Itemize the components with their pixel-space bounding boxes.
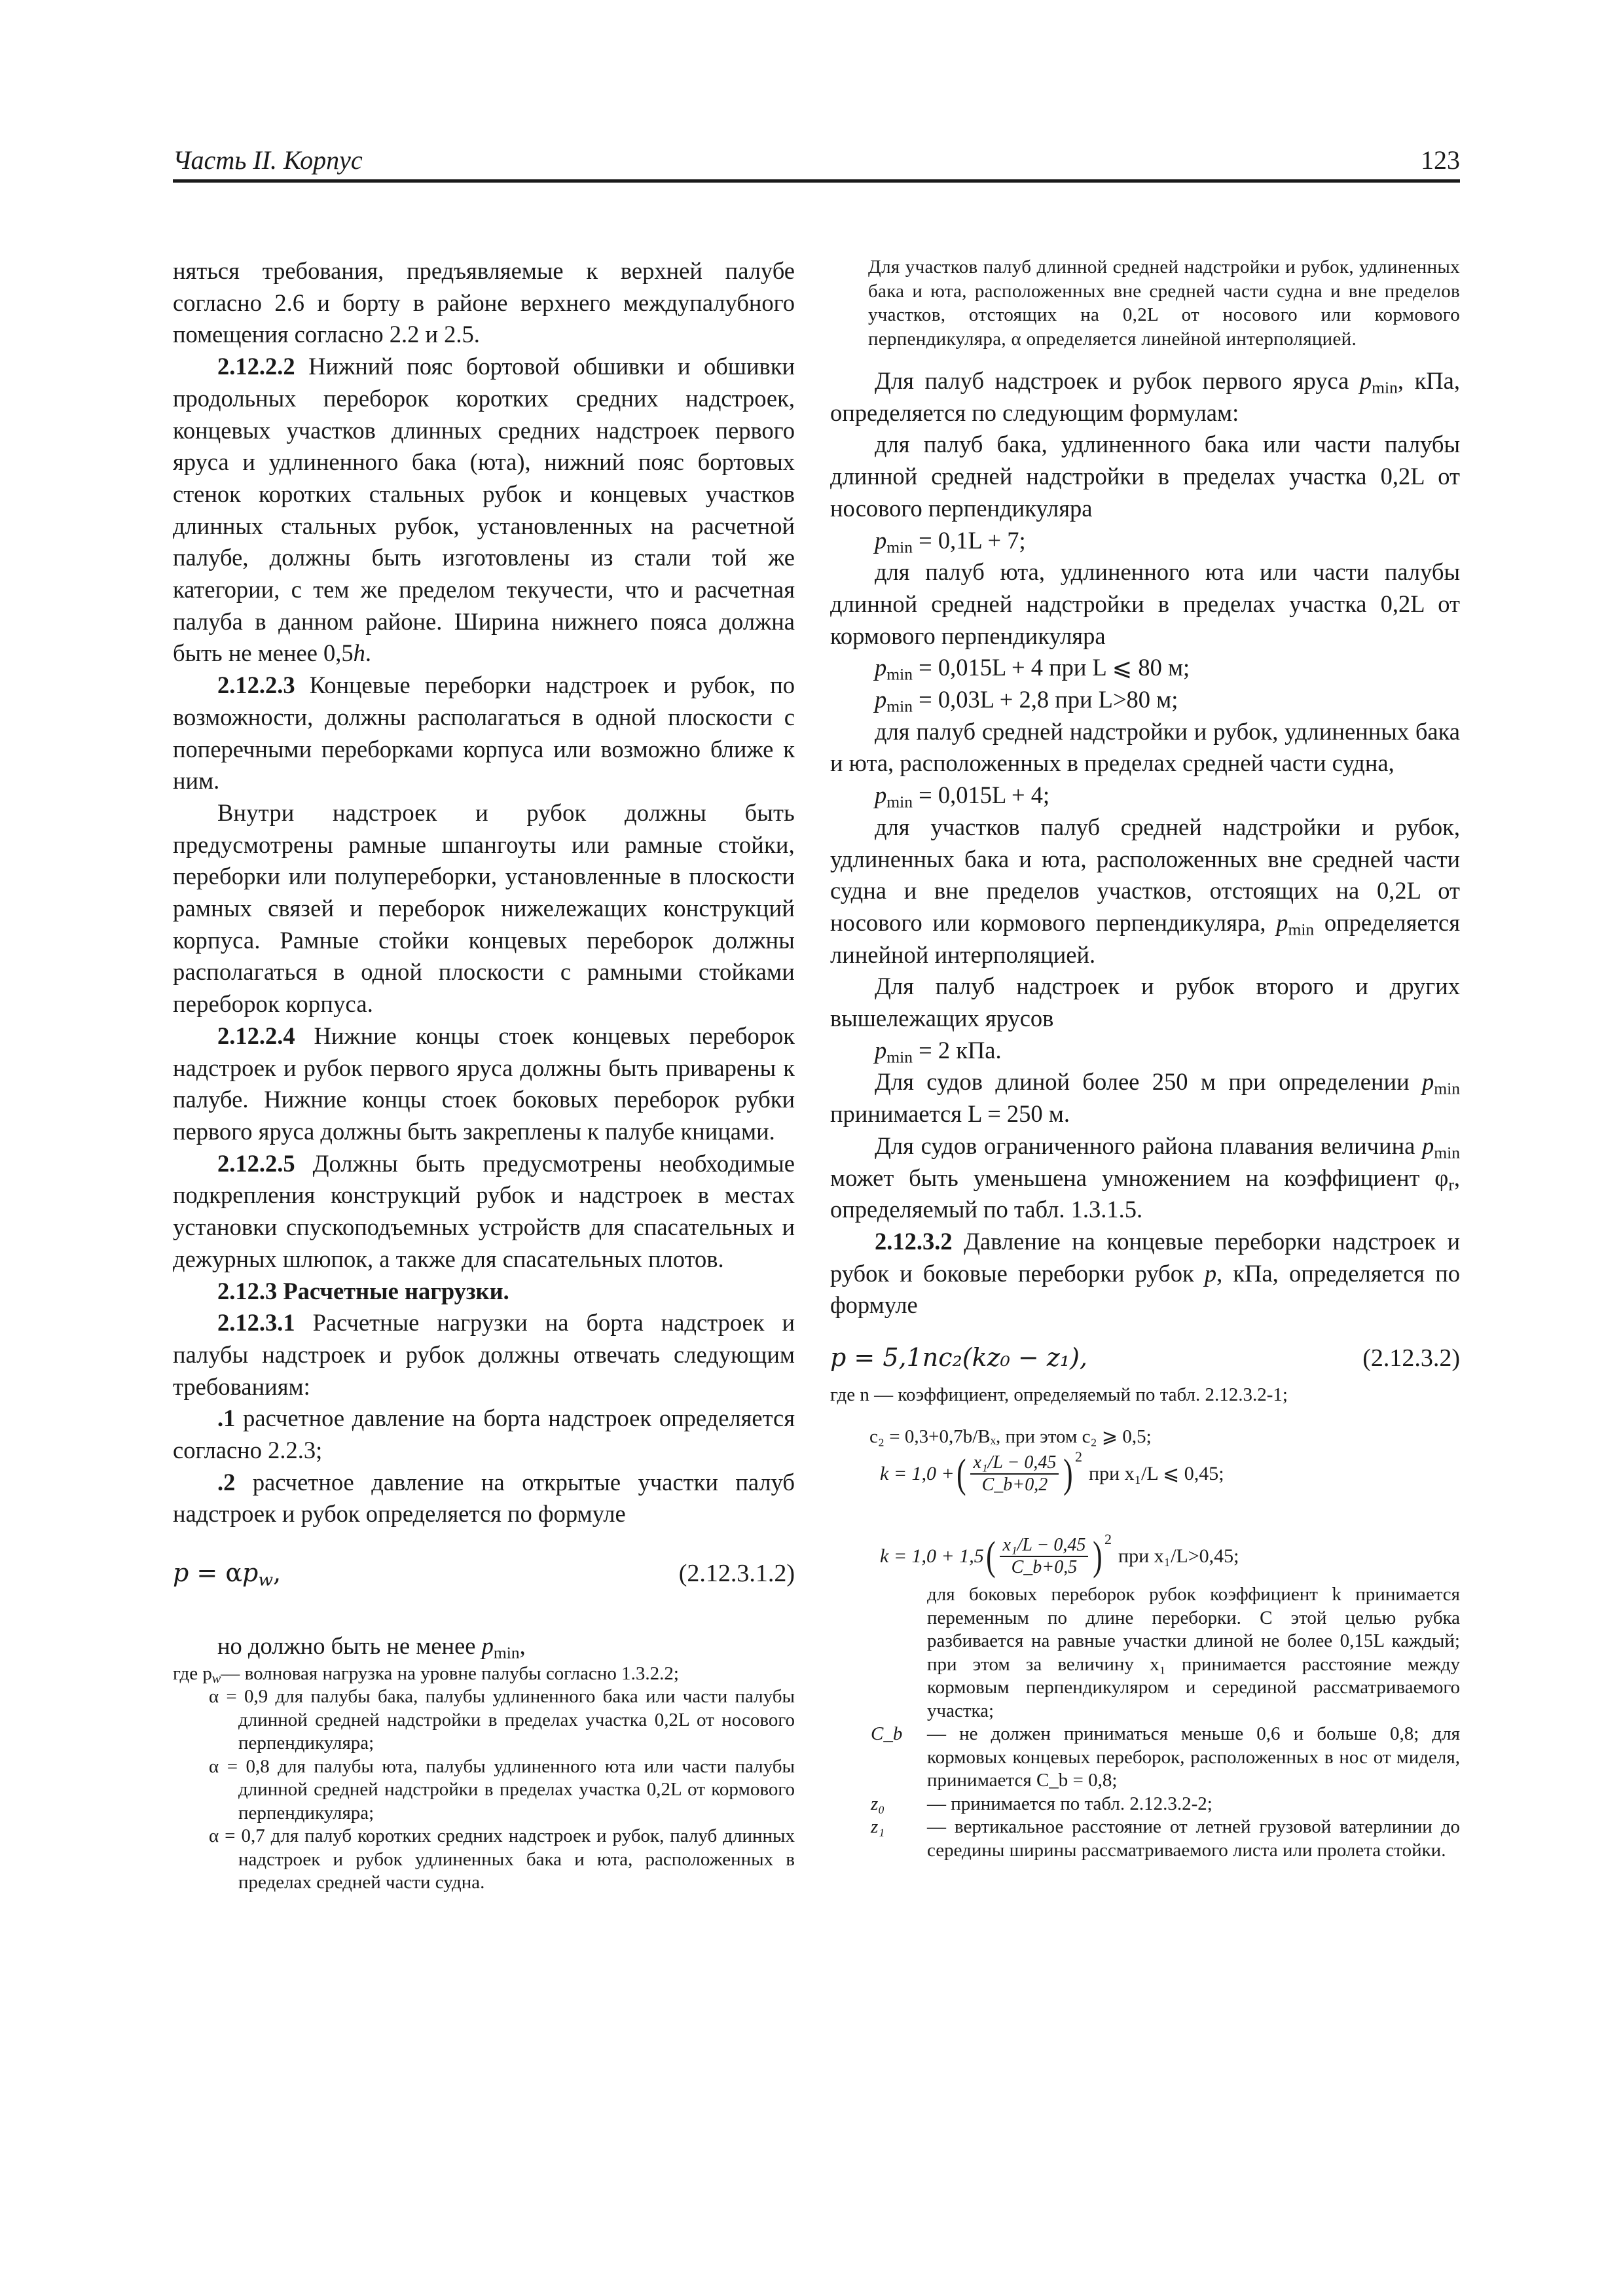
formula-k-2: k = 1,0 + 1,5 ( $\frac{\text{x₁/L − 0,45}}{C\_b+0,5}$ ) 2 при x₁/L>0,45; (880, 1531, 1239, 1579)
interpolation-note: Для участков палуб длинной средней надстройки и рубок, удлиненных бака и юта, расположенных вне средней части судна и вне пределов участков, отстоящих на 0,2L от носового или кормового перпендикуляра, α определяется линейной интерполяцией. (868, 257, 1460, 350)
item-1: .1 расчетное давление на борта надстроек определяется согласно 2.2.3; (173, 1405, 795, 1464)
formula-2-12-3-1-2: $p = \alpha p_w$, (2.12.3.1.2) (173, 1558, 795, 1590)
clause-2-12-2-3: 2.12.2.3 Концевые переборки надстроек и рубок, по возможности, должны располагаться в одной плоскости с поперечными переборками корпуса или возможно ближе к ним. (173, 672, 795, 795)
formula-pmin-1: $p_{min} = 0,1L + 7$; (875, 526, 1026, 556)
formula-k-1: k = 1,0 + ( $\frac{\text{x₁/L − 0,45}}{C\_b+0,2}$ ) 2 при x₁/L ⩽ 0,45; (880, 1448, 1224, 1497)
definition-k-side: для боковых переборок рубок коэффициент k принимается переменным по длине переборки. С этой целью рубка разбивается на равные участки длиной не более 0,15L каждый; при этом за величину x₁ принимается расстояние между кормовым перпендикуляром и серединой рассматриваемого участка; (927, 1584, 1460, 1721)
definition-alpha-09: α = 0,9 для палубы бака, палубы удлиненного бака или части палубы длинной средней надстройки в пределах участка 0,2L от носового перпендикуляра; (209, 1686, 795, 1754)
clause-number: 2.12.2.4 (217, 1022, 295, 1049)
clause-2-12-2-4: 2.12.2.4 Нижние концы стоек концевых переборок надстроек и рубок первого яруса должны быть приварены к палубе. Нижние концы стоек боковых переборок рубки первого яруса должны быть закреплены к палубе кницами. (173, 1022, 795, 1145)
definition-n: где n — коэффициент, определяемый по табл. 2.12.3.2-1; (830, 1384, 1288, 1406)
formula-pmin-4: $p_{min} = 0,015L + 4$; (875, 781, 1050, 812)
formula-pmin-5: $p_{min} = 2$ кПа. (875, 1036, 1002, 1067)
right-column (830, 255, 1460, 1862)
item-2: .2 расчетное давление на открытые участки палуб надстроек и рубок определяется по формуле (173, 1468, 795, 1528)
definition-z1: z₁ — вертикальное расстояние от летней грузовой ватерлинии до середины ширины рассматриваемого листа или пролета стойки. (871, 1816, 1460, 1861)
clause-2-12-3-1: 2.12.3.1 Расчетные нагрузки на борта надстроек и палубы надстроек и рубок должны отвечать следующим требованиям: (173, 1309, 795, 1400)
equation-number: (2.12.3.2) (1362, 1344, 1460, 1372)
definition-cb: C_b — не должен приниматься меньше 0,6 и больше 0,8; для кормовых концевых переборок, расположенных в нос от миделя, принимается C_b = 0,8; (871, 1723, 1460, 1791)
paragraph-frames: Внутри надстроек и рубок должны быть предусмотрены рамные шпангоуты или рамные стойки, переборки или полупереборки, установленные в плоскости рамных связей и переборок нижележащих конструкций корпуса. Рамные стойки концевых переборок должны располагаться в одной плоскости с рамными стойками переборок корпуса. (173, 798, 795, 1018)
paragraph-pmin-first-tier: Для палуб надстроек и рубок первого яруса $p_{min}$, кПа, определяется по следующим формулам: (830, 367, 1460, 426)
left-column (173, 255, 795, 1895)
paragraph-poop: для палуб юта, удлиненного юта или части палубы длинной средней надстройки в пределах участка 0,2L от кормового перпендикуляра (830, 558, 1460, 649)
clause-number: 2.12.3.2 (875, 1227, 953, 1255)
definition-c2: c₂ = 0,3+0,7b/Bₓ, при этом c₂ ⩾ 0,5; (869, 1426, 1152, 1447)
definition-alpha-08: α = 0,8 для палубы юта, палубы удлиненного юта или части палубы длинной средней надстройки в пределах участка 0,2L от кормового перпендикуляра; (209, 1755, 795, 1823)
page-number: 123 (1421, 145, 1460, 175)
section-heading-2-12-3: 2.12.3 Расчетные нагрузки. (217, 1277, 509, 1304)
paragraph-interpolation: для участков палуб средней надстройки и рубок, удлиненных бака и юта, расположенных вне средней части судна и вне пределов участков, отстоящих на 0,2L от носового или кормового перпендикуляра, $p_{min}$ определяется линейной интерполяцией. (830, 813, 1461, 968)
clause-number: 2.12.2.5 (217, 1149, 295, 1177)
clause-2-12-2-5: 2.12.2.5 Должны быть предусмотрены необходимые подкрепления конструкций рубок и надстроек в местах установки спускоподъемных устройств для спасательных и дежурных шлюпок, а также для спасательных плотов. (173, 1149, 795, 1272)
paragraph-forecastle: для палуб бака, удлиненного бака или части палубы длинной средней надстройки в пределах участка 0,2L от носового перпендикуляра (830, 431, 1460, 522)
definitions-list-2 (830, 1384, 1460, 1862)
formula-pmin-3: $p_{min} = 0,03L + 2,8$ при L>80 м; (875, 686, 1178, 716)
formula-pmin-2: $p_{min} = 0,015L + 4$ при L ⩽ 80 м; (875, 654, 1190, 684)
paragraph-continuation: няться требования, предъявляемые к верхней палубе согласно 2.6 и борту в районе верхнего междупалубного помещения согласно 2.2 и 2.5. (173, 257, 795, 348)
formula-2-12-3-2: p = 5,1nc₂(kz₀ − z₁), (2.12.3.2) (830, 1341, 1460, 1374)
paragraph-restricted-area: Для судов ограниченного района плавания величина $p_{min}$ может быть уменьшена умножением на коэффициент $\varphi_r$, определяемый по табл. 1.3.1.5. (830, 1132, 1460, 1223)
clause-number: 2.12.3.1 (217, 1309, 295, 1336)
clause-2-12-3-2: 2.12.3.2 Давление на концевые переборки надстроек и рубок и боковые переборки рубок p, кПа, определяется по формуле (830, 1227, 1460, 1319)
page-header (173, 143, 1460, 183)
definitions-list (173, 1662, 795, 1895)
clause-2-12-2-2: 2.12.2.2 Нижний пояс бортовой обшивки и обшивки продольных переборок коротких средних надстроек, концевых участков длинных средних надстроек первого яруса и удлиненного бака (юта), нижний пояс бортовых стенок коротких стальных рубок и концевых участков длинных стальных рубок, установленных на расчетной палубе, должны быть изготовлены из стали той же категории, с тем же пределом текучести, что и расчетная палуба в данном районе. Ширина нижнего пояса должна быть не менее 0,5h. (173, 353, 795, 667)
clause-number: 2.12.2.2 (217, 353, 295, 380)
paragraph-long-ships: Для судов длиной более 250 м при определении $p_{min}$ принимается L = 250 м. (830, 1068, 1461, 1128)
paragraph-upper-tiers: Для палуб надстроек и рубок второго и других вышележащих ярусов (830, 973, 1460, 1032)
equation-number: (2.12.3.1.2) (678, 1560, 795, 1588)
definition-alpha-07: α = 0,7 для палуб коротких средних надстроек и рубок, палуб длинных надстроек и рубок удлиненных бака и юта, расположенных в пределах средней части судна. (209, 1825, 795, 1893)
definition-pw: где $p_w$ — волновая нагрузка на уровне палубы согласно 1.3.2.2; (173, 1662, 679, 1686)
paragraph-midship: для палуб средней надстройки и рубок, удлиненных бака и юта, расположенных в пределах средней части судна, (830, 717, 1460, 777)
running-title: Часть II. Корпус (173, 145, 363, 175)
definition-z0: z₀ — принимается по табл. 2.12.3.2-2; (871, 1793, 1213, 1814)
clause-number: 2.12.2.3 (217, 672, 295, 699)
paragraph-minimum: но должно быть не менее $p_{min}$, (217, 1632, 526, 1662)
